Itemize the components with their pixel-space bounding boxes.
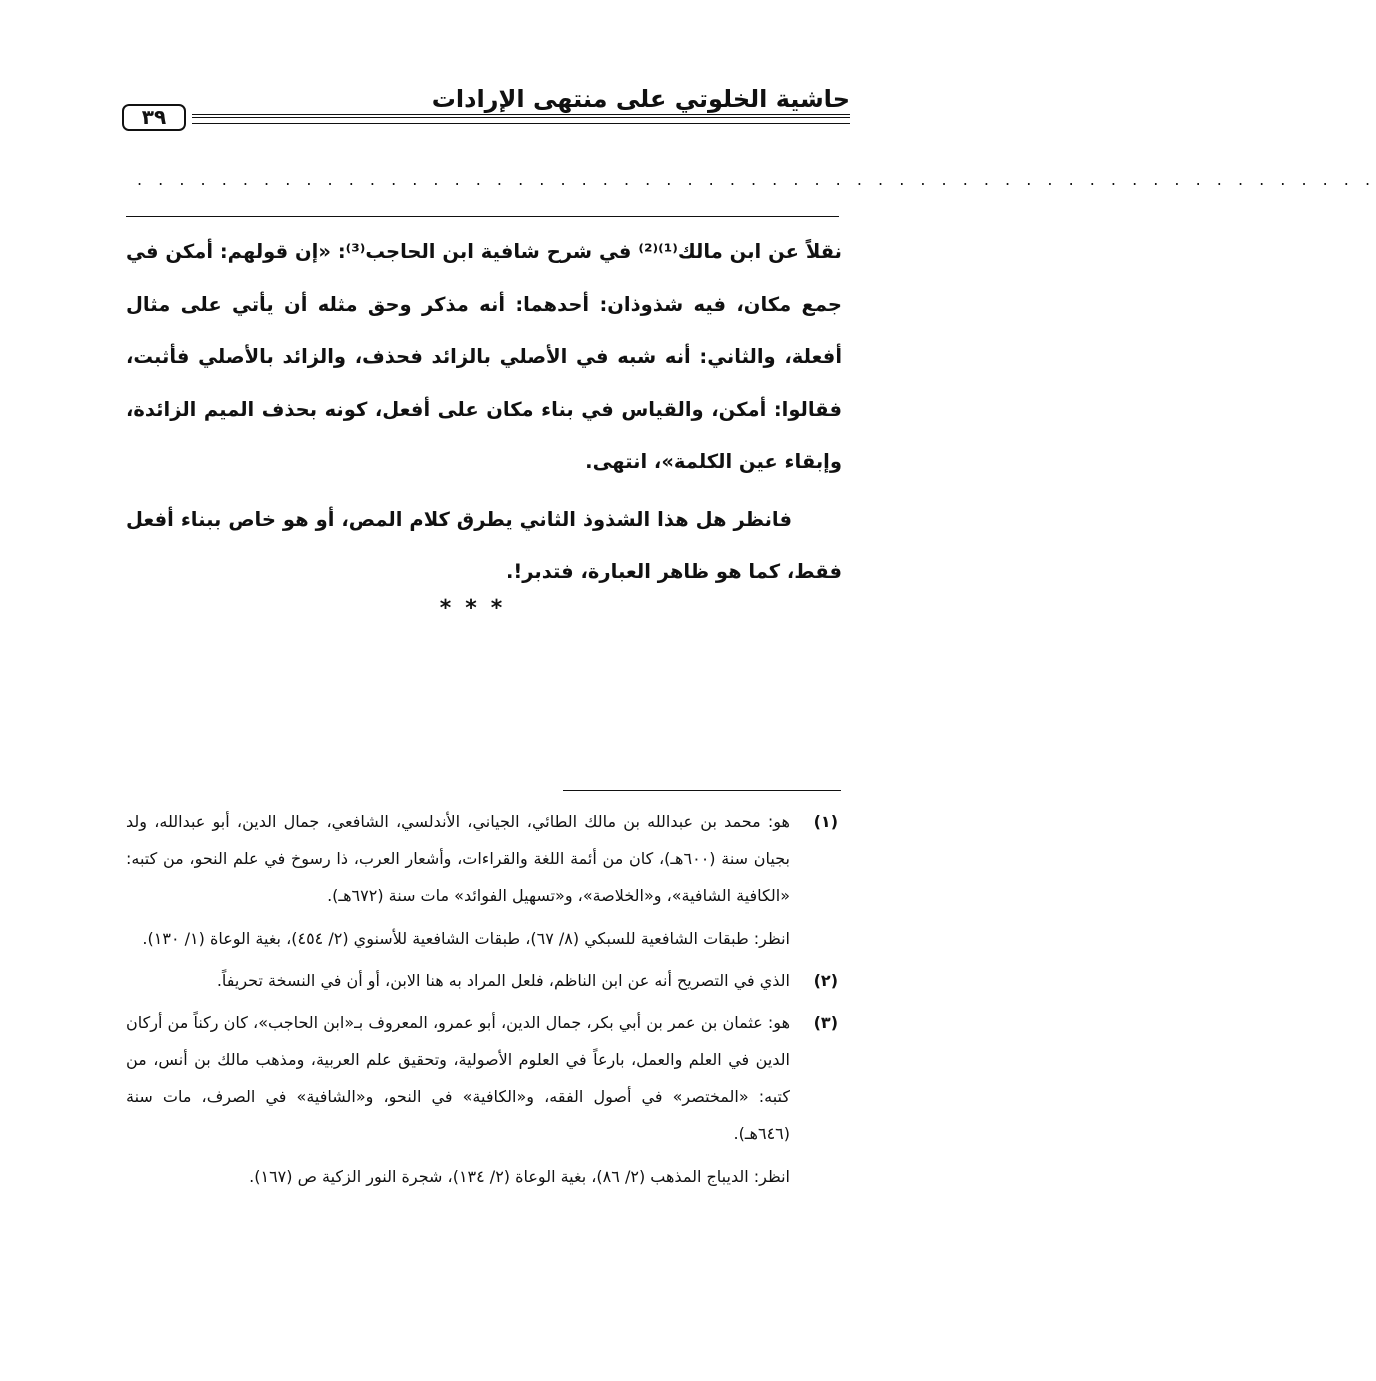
- main-text: [126, 226, 842, 599]
- footnote-number: (١): [813, 812, 838, 831]
- main-paragraph-1: نقلاً عن ابن مالك⁽¹⁾⁽²⁾ في شرح شافية ابن الحاجب⁽³⁾: «إن قولهم: أمكن في جمع مكان، فيه شذوذان: أحدهما: أنه مذكر وحق مثله أن يأتي على مثال أفعلة، والثاني: أنه شبه في الأصلي بالزائد فحذف، والزائد بالأصلي فأثبت، فقالوا: أمكن، والقياس في بناء مكان على أفعل، كونه بحذف الميم الزائدة، وإبقاء عين الكلمة»، انتهى.: [126, 240, 842, 473]
- footnote-source: انظر: الديباج المذهب (٢/ ٨٦)، بغية الوعاة (٢/ ١٣٤)، شجرة النور الزكية ص (١٦٧).: [249, 1167, 790, 1186]
- main-paragraph-2: فانظر هل هذا الشذوذ الثاني يطرق كلام المص، أو هو خاص ببناء أفعل فقط، كما هو ظاهر العبارة، فتدبر!.: [126, 507, 842, 583]
- footnote-2: [126, 962, 838, 999]
- running-header: [122, 85, 850, 135]
- footnote-text: هو: محمد بن عبدالله بن مالك الطائي، الجياني، الأندلسي، الشافعي، جمال الدين، أبو عبدالله، ولد بجيان سنة (٦٠٠هـ)، كان من أئمة اللغة والقراءات، وأشعار العرب، ذا رسوخ في علم النحو، من كتبه: «الكافية الشافية»، و«الخلاصة»، و«تسهيل الفوائد» مات سنة (٦٧٢هـ).: [126, 812, 791, 905]
- footnote-1: [126, 803, 838, 957]
- footnote-rule: [563, 790, 841, 791]
- footnote-3: [126, 1004, 838, 1195]
- dotted-separator: . . . . . . . . . . . . . . . . . . . . . . . . . . . . . . . . . . . . . . . . . . . . . . . . . . . . . . . . . . .: [137, 170, 1376, 189]
- page-number-box: ٣٩: [122, 104, 186, 131]
- footnote-number: (٣): [813, 1013, 838, 1032]
- top-rule: [126, 216, 839, 217]
- header-title: حاشية الخلوتي على منتهى الإرادات: [431, 85, 850, 113]
- section-separator-stars: ***: [439, 596, 517, 621]
- footnote-text: الذي في التصريح أنه عن ابن الناظم، فلعل المراد به هنا الابن، أو أن في النسخة تحريفاً.: [216, 971, 790, 990]
- footnote-text: هو: عثمان بن عمر بن أبي بكر، جمال الدين، أبو عمرو، المعروف بـ«ابن الحاجب»، كان ركناً من أركان الدين في العلم والعمل، بارعاً في العلوم الأصولية، وتحقيق علم العربية، ومذهب مالك بن أنس، من كتبه: «المختصر» في أصول الفقه، و«الكافية» في النحو، و«الشافية» في الصرف، مات سنة (٦٤٦هـ).: [126, 1013, 790, 1143]
- footnote-source: انظر: طبقات الشافعية للسبكي (٨/ ٦٧)، طبقات الشافعية للأسنوي (٢/ ٤٥٤)، بغية الوعاة (١/ ١٣٠).: [142, 929, 790, 948]
- header-rule-thin: [192, 123, 850, 124]
- footnotes: [126, 803, 838, 1195]
- header-rule: [192, 114, 850, 118]
- footnote-number: (٢): [813, 971, 838, 990]
